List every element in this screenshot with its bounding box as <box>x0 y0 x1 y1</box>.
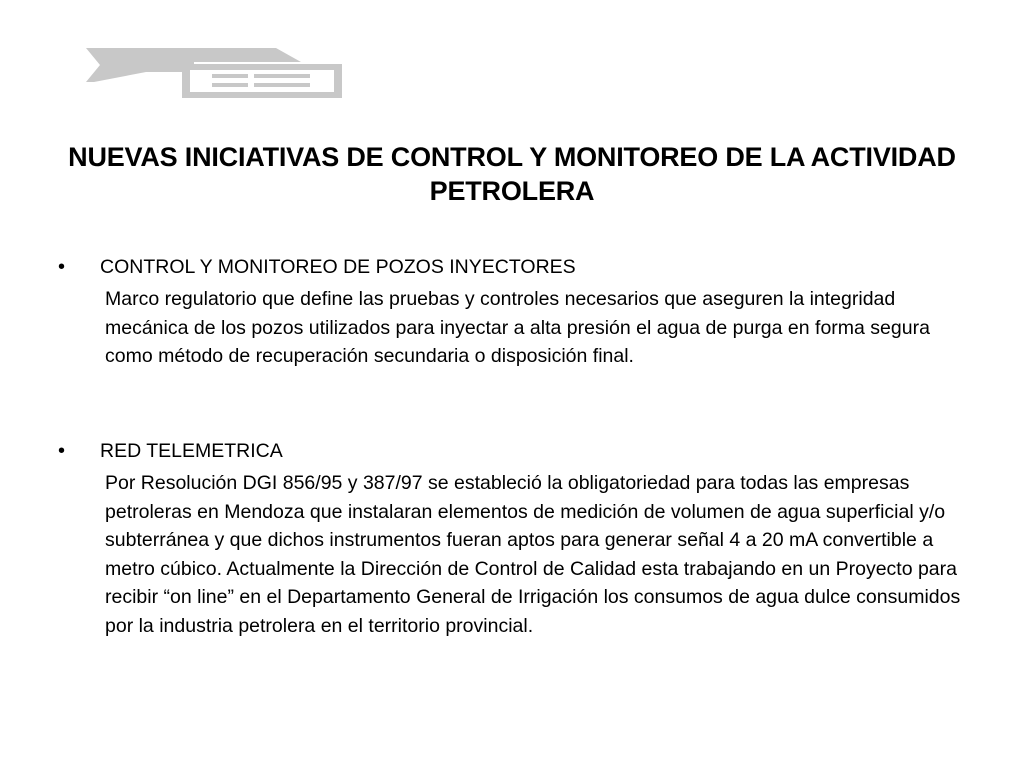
section-heading: RED TELEMETRICA <box>100 440 283 462</box>
slide-title: NUEVAS INICIATIVAS DE CONTROL Y MONITOREO DE LA ACTIVIDAD PETROLERA <box>68 142 956 206</box>
bullet-row <box>58 437 978 465</box>
logo <box>86 46 346 102</box>
bullet-row <box>58 253 978 281</box>
section-body: Por Resolución DGI 856/95 y 387/97 se estableció la obligatoriedad para todas las empresas petroleras en Mendoza que instalaran elementos de medición de volumen de agua superficial y/o subterránea y que dichos instrumentos fueran aptos para generar señal 4 a 20 mA convertible a metro cúbico. Actualmente la Dirección de Control de Calidad esta trabajando en un Proyecto para recibir “on line” en el Departamento General de Irrigación los consumos de agua dulce consumidos por la industria petrolera en el territorio provincial. <box>105 472 961 637</box>
bullet-icon: • <box>58 440 66 462</box>
section-pozos-inyectores <box>58 253 978 371</box>
section-red-telemetrica <box>58 437 978 641</box>
section-heading: CONTROL Y MONITOREO DE POZOS INYECTORES <box>100 256 576 278</box>
logo-graphic <box>86 46 346 102</box>
bullet-icon: • <box>58 256 66 278</box>
section-body: Marco regulatorio que define las pruebas y controles necesarios que aseguren la integridad mecánica de los pozos utilizados para inyectar a alta presión el agua de purga en forma segura como método de recuperación secundaria o disposición final. <box>105 288 930 368</box>
